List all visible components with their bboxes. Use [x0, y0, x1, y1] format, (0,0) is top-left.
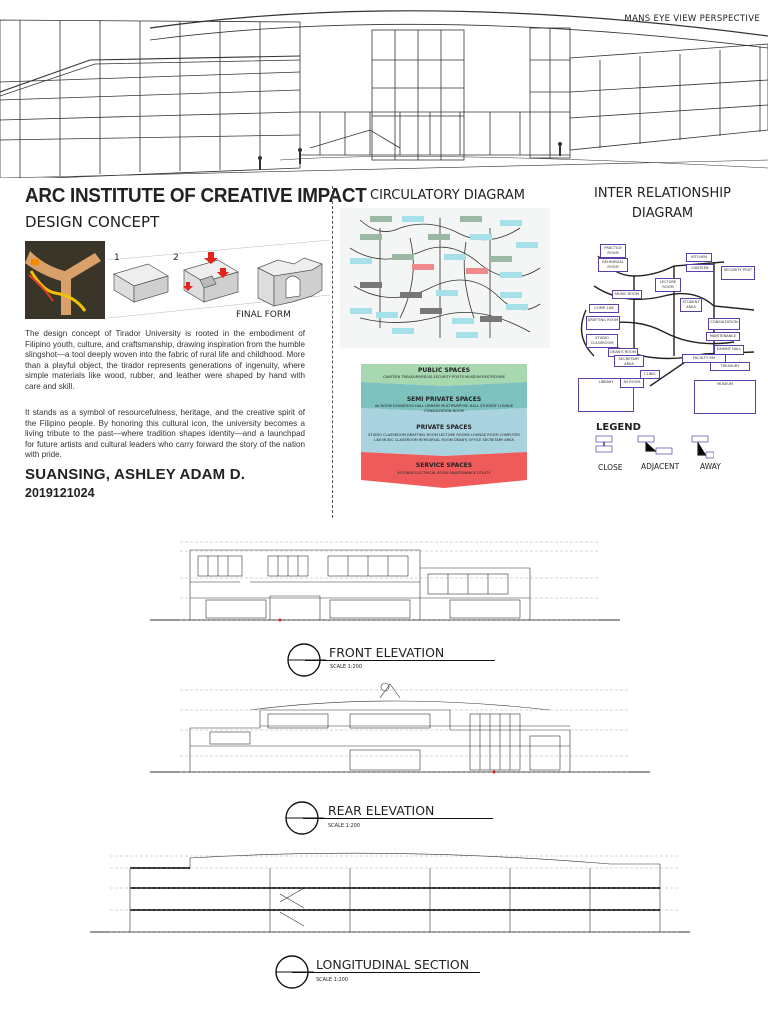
- rear-elevation-title: REAR ELEVATION: [328, 803, 435, 818]
- front-elevation-drawing: [150, 538, 620, 628]
- zone-service-items: KITCHEN ELECTRICAL ROOM MAINTENANCE UTILITY: [397, 471, 491, 475]
- inter-relationship-title: INTER RELATIONSHIP DIAGRAM: [594, 186, 731, 221]
- legend-samples: [594, 434, 714, 462]
- rear-elevation-symbol: [284, 800, 324, 840]
- zone-private-items: STUDIO CLASSROOM DRAFTING ROOM LECTURE ROOMS LOUNGE ROOM COMPUTER LAB MUSIC CLASSROOM REHEARSAL ROOM DEAN'S OFFICE SECRETARY AREA: [368, 433, 520, 442]
- front-elevation-scale: SCALE 1:200: [330, 664, 363, 670]
- rear-elevation-scale: SCALE 1:200: [328, 823, 361, 829]
- room-box: TREASURY: [710, 362, 750, 371]
- legend-adjacent-label: ADJACENT: [641, 462, 680, 471]
- circulatory-diagram-title: CIRCULATORY DIAGRAM: [370, 188, 525, 203]
- zone-semi-private-items: AV ROOM EXHIBITION HALL LIBRARY MULTIPURPOSE HALL STUDENT LOUNGE CONSULTATION ROOM: [374, 404, 514, 413]
- zone-private-title: PRIVATE SPACES: [416, 424, 472, 431]
- legend-title: LEGEND: [596, 422, 641, 433]
- form-evolution-diagram: [108, 240, 330, 318]
- room-box: EXHIBIT HALL: [714, 345, 744, 355]
- front-elevation-rule: [305, 660, 495, 661]
- longitudinal-section-drawing: [90, 848, 690, 936]
- room-box: LECTURE ROOM: [655, 278, 681, 292]
- longitudinal-section-symbol: [274, 954, 314, 994]
- room-box: MAINTENANCE: [706, 332, 740, 341]
- perspective-drawing: [0, 0, 768, 178]
- zone-public-title: PUBLIC SPACES: [417, 367, 471, 374]
- room-box: SECURITY POST: [721, 266, 755, 280]
- longitudinal-section-title: LONGITUDINAL SECTION: [316, 957, 470, 972]
- perspective-label: MANS EYE VIEW PERSPECTIVE: [624, 14, 760, 24]
- zone-semi-private-title: SEMI PRIVATE SPACES: [406, 396, 482, 403]
- front-elevation-title: FRONT ELEVATION: [329, 645, 445, 660]
- final-form-label: FINAL FORM: [236, 310, 291, 320]
- longitudinal-section-scale: SCALE 1:200: [316, 977, 349, 983]
- rear-elevation-drawing: [150, 680, 650, 778]
- zone-service-title: SERVICE SPACES: [415, 462, 473, 469]
- room-box: LIBRARY: [578, 378, 634, 412]
- zone-public-items: CANTEEN TREASURY/REGIS SECURITY POSTS MUSEUM RESTROOMS: [383, 375, 505, 379]
- concept-paragraph-1: The design concept of Tirador University is rooted in the embodiment of Filipino youth, culture, and craftsmanship, drawing inspiration from the humble slingshot—a tool deeply woven into the fabric of rural life and childhood. More than a playful object, the tirador represents generations of ingenuity, where simple materials like wood, rubber, and leather were shaped by hand with care and skill.: [25, 329, 305, 391]
- room-box: DRAFTING ROOM: [586, 316, 620, 330]
- room-box: FACULTY RM: [682, 354, 726, 363]
- student-id: 2019121024: [25, 486, 95, 500]
- step-2-label: 2: [173, 253, 179, 263]
- project-title: ARC INSTITUTE OF CREATIVE IMPACT: [25, 184, 367, 207]
- room-box: STUDENT AREA: [680, 298, 702, 312]
- column-divider: [332, 186, 333, 518]
- room-box: COMP. LAB: [589, 304, 619, 313]
- rear-elevation-rule: [303, 818, 493, 819]
- room-box: CLINIC: [640, 370, 660, 379]
- room-box: KITCHEN: [686, 253, 712, 262]
- room-box: PRACTICE ROOM: [600, 244, 626, 258]
- step-1-label: 1: [114, 253, 120, 263]
- room-box: REHEARSAL ROOM: [598, 258, 628, 272]
- room-box: MUSEUM: [694, 380, 756, 414]
- author-name: SUANSING, ASHLEY ADAM D.: [25, 466, 246, 483]
- room-box: MUSIC ROOM: [612, 290, 642, 299]
- room-box: CANTEEN: [686, 264, 714, 272]
- circulatory-network: [340, 208, 550, 348]
- legend-close-label: CLOSE: [598, 463, 623, 472]
- room-box: AV ROOM: [620, 378, 644, 388]
- room-box: STUDIO CLASSROOM: [586, 334, 618, 348]
- slingshot-photo: [25, 241, 105, 319]
- room-box: DEAN'S ROOM: [608, 348, 638, 357]
- room-box: CONSULTATION: [708, 318, 740, 330]
- design-concept-heading: DESIGN CONCEPT: [25, 213, 160, 231]
- room-box: SECRETARY AREA: [614, 355, 644, 367]
- longitudinal-section-rule: [292, 972, 480, 973]
- front-elevation-symbol: [286, 642, 326, 682]
- legend-away-label: AWAY: [700, 462, 721, 471]
- concept-paragraph-2: It stands as a symbol of resourcefulness, heritage, and the creative spirit of the Filipino people. By honoring this cultural icon, the university becomes a living tribute to the past—where tradition shapes identity—and a launchpad for future artists and cultural leaders who carry forward the story of the nation with pride.: [25, 408, 305, 459]
